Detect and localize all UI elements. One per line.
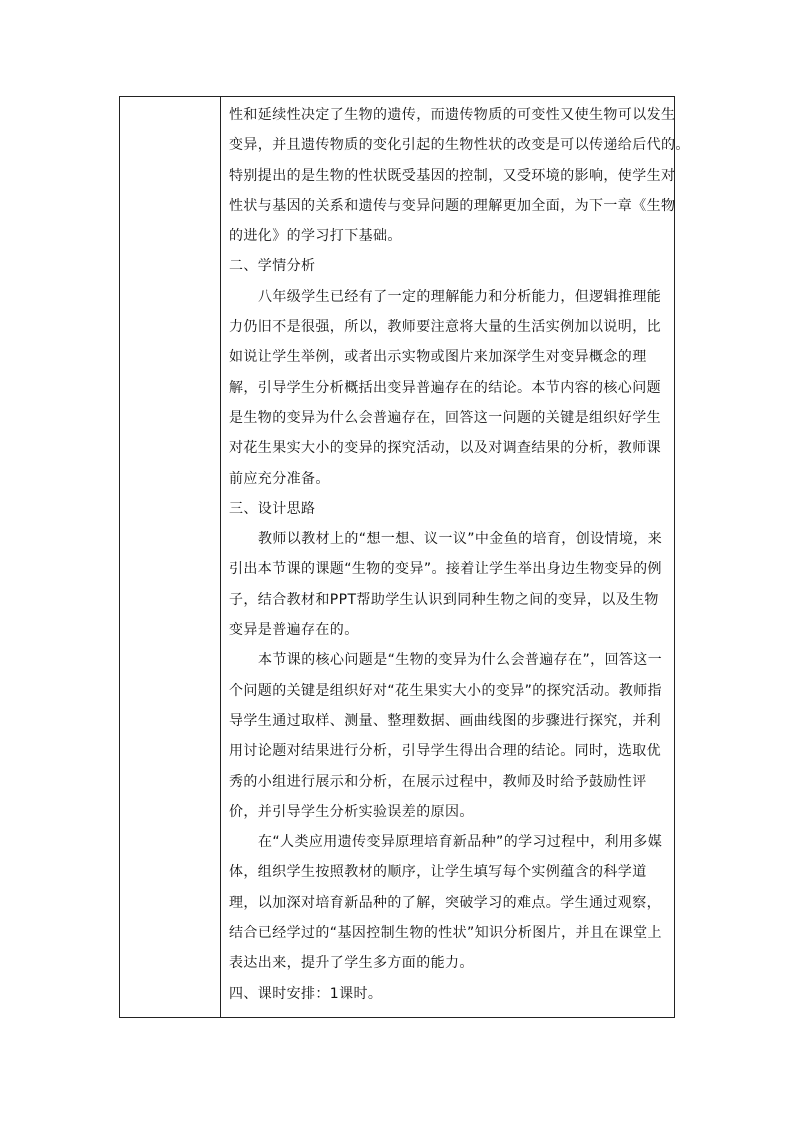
- table-label-cell: [120, 97, 221, 1017]
- section-heading-schedule: 四、课时安排：1课时。: [229, 985, 383, 1002]
- lesson-plan-table: [119, 96, 690, 1018]
- section-heading-design-idea: 三、设计思路: [229, 500, 316, 517]
- text-line: 变异，并且遗传物质的变化引起的生物性状的改变是可以传递给后代的。: [229, 137, 690, 154]
- text-line: 特别提出的是生物的性状既受基因的控制，又受环境的影响，使学生对: [229, 167, 676, 184]
- section-heading-learner-analysis: 二、学情分析: [229, 258, 316, 275]
- table-content-cell: [221, 97, 690, 1017]
- design-paragraph: 在“人类应用遗传变异原理培育新品种”的学习过程中，利用多媒体，组织学生按照教材的顺序，让学生填写每个实例蕴含的科学道理，以加深对培育新品种的了解，突破学习的难点。学生通过观察，结合已经学过的“基因控制生物的性状”知识分析图片，并且在课堂上表达出来，提升了学生多方面的能力。: [229, 834, 663, 972]
- design-paragraph: 本节课的核心问题是“生物的变异为什么会普遍存在”，回答这一个问题的关键是组织好对“花生果实大小的变异”的探究活动。教师指导学生通过取样、测量、整理数据、画曲线图的步骤进行探究，并利用讨论题对结果进行分析，引导学生得出合理的结论。同时，选取优秀的小组进行展示和分析，在展示过程中，教师及时给予鼓励性评价，并引导学生分析实验误差的原因。: [229, 652, 663, 820]
- text-line: 性状与基因的关系和遗传与变异问题的理解更加全面，为下一章《生物: [229, 197, 676, 214]
- text-line: 性和延续性决定了生物的遗传，而遗传物质的可变性又使生物可以发生: [229, 107, 676, 123]
- learner-analysis-paragraph: 八年级学生已经有了一定的理解能力和分析能力，但逻辑推理能力仍旧不是很强，所以，教师要注意将大量的生活实例加以说明，比如说让学生举例，或者出示实物或图片来加深学生对变异概念的理解，引导学生分析概括出变异普遍存在的结论。本节内容的核心问题是生物的变异为什么会普遍存在，回答这一问题的关键是组织好学生对花生果实大小的变异的探究活动，以及对调查结果的分析，教师课前应充分准备。: [229, 288, 662, 487]
- design-paragraph: 教师以教材上的“想一想、议一议”中金鱼的培育，创设情境，来引出本节课的课题“生物的变异”。接着让学生举出身边生物变异的例子，结合教材和PPT帮助学生认识到同种生物之间的变异，以及生物变异是普遍存在的。: [229, 531, 663, 639]
- text-line: 的进化》的学习打下基础。: [229, 228, 402, 245]
